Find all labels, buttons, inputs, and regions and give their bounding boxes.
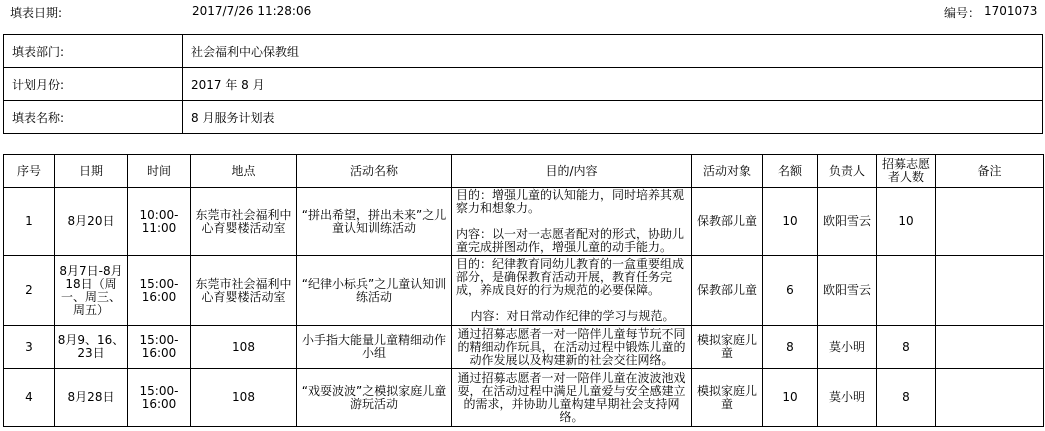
col-header-target: 活动对象 <box>692 155 763 188</box>
table-row <box>4 188 1044 256</box>
fill-date-label: 填表日期: <box>10 6 63 20</box>
cell-activity: “拼出希望，拼出未来”之儿童认知训练活动 <box>297 188 452 256</box>
cell-activity: “纪律小标兵”之儿童认知训练活动 <box>297 256 452 326</box>
cell-activity: “戏耍波波”之模拟家庭儿童游玩活动 <box>297 369 452 427</box>
cell-leader: 欧阳雪云 <box>818 256 877 326</box>
cell-no: 2 <box>4 256 55 326</box>
cell-date: 8月20日 <box>55 188 128 256</box>
col-header-remark: 备注 <box>936 155 1044 188</box>
content-text: 内容：以一对一志愿者配对的形式，协助儿童完成拼图动作，增强儿童的动手能力。 <box>456 227 685 254</box>
col-header-time: 时间 <box>128 155 191 188</box>
info-row-title <box>4 101 1043 134</box>
info-value: 社会福利中心保教组 <box>183 35 1043 68</box>
cell-target: 模拟家庭儿童 <box>692 326 763 369</box>
form-number-label: 编号： <box>944 6 981 20</box>
cell-no: 4 <box>4 369 55 427</box>
cell-time: 10:00-11:00 <box>128 188 191 256</box>
purpose-text: 目的：增强儿童的认知能力，同时培养其观察力和想象力。 <box>456 188 685 215</box>
cell-leader: 莫小明 <box>818 369 877 427</box>
info-label: 填表名称: <box>4 101 183 134</box>
info-row-department <box>4 35 1043 68</box>
cell-target: 保教部儿童 <box>692 256 763 326</box>
form-info-table <box>3 34 1043 134</box>
col-header-purpose: 目的/内容 <box>452 155 692 188</box>
cell-quota: 10 <box>763 188 818 256</box>
cell-place: 108 <box>191 369 297 427</box>
cell-time: 15:00-16:00 <box>128 369 191 427</box>
cell-purpose: 通过招募志愿者一对一陪伴儿童在波波池戏耍，在活动过程中满足儿童爱与安全感建立的需求，并协助儿童构建早期社会支持网络。 <box>452 369 692 427</box>
cell-place: 东莞市社会福利中心育婴楼活动室 <box>191 256 297 326</box>
info-label: 填表部门: <box>4 35 183 68</box>
info-value: 2017 年 8 月 <box>183 68 1043 101</box>
content-text: 内容：对日常动作纪律的学习与规范。 <box>470 309 675 323</box>
cell-remark <box>936 326 1044 369</box>
cell-remark <box>936 256 1044 326</box>
cell-quota: 6 <box>763 256 818 326</box>
table-row <box>4 326 1044 369</box>
purpose-text: 目的：纪律教育同幼儿教育的一盒重要组成部分，是确保教育活动开展，教育任务完成，养成良好的行为规范的必要保障。 <box>456 257 685 297</box>
cell-place: 108 <box>191 326 297 369</box>
cell-purpose <box>452 188 692 256</box>
table-row <box>4 369 1044 427</box>
info-row-month <box>4 68 1043 101</box>
cell-no: 3 <box>4 326 55 369</box>
info-label: 计划月份: <box>4 68 183 101</box>
table-header-row <box>4 155 1044 188</box>
col-header-leader: 负责人 <box>818 155 877 188</box>
cell-no: 1 <box>4 188 55 256</box>
table-row <box>4 256 1044 326</box>
cell-purpose: 通过招募志愿者一对一陪伴儿童每节玩不同的精细动作玩具，在活动过程中锻炼儿童的动作发展以及构建新的社会交往网络。 <box>452 326 692 369</box>
form-header <box>0 4 1045 22</box>
cell-volunteers: 10 <box>877 188 936 256</box>
info-value: 8 月服务计划表 <box>183 101 1043 134</box>
col-header-activity: 活动名称 <box>297 155 452 188</box>
service-plan-table <box>3 154 1044 427</box>
cell-remark <box>936 188 1044 256</box>
cell-target: 模拟家庭儿童 <box>692 369 763 427</box>
cell-quota: 8 <box>763 326 818 369</box>
cell-volunteers: 8 <box>877 369 936 427</box>
cell-date: 8月9、16、23日 <box>55 326 128 369</box>
col-header-volunteers: 招募志愿者人数 <box>877 155 936 188</box>
cell-date: 8月28日 <box>55 369 128 427</box>
col-header-quota: 名额 <box>763 155 818 188</box>
cell-target: 保教部儿童 <box>692 188 763 256</box>
cell-activity: 小手指大能量儿童精细动作小组 <box>297 326 452 369</box>
fill-date-value: 2017/7/26 11:28:06 <box>192 4 312 18</box>
cell-time: 15:00-16:00 <box>128 326 191 369</box>
cell-leader: 欧阳雪云 <box>818 188 877 256</box>
cell-purpose <box>452 256 692 326</box>
cell-remark <box>936 369 1044 427</box>
cell-place: 东莞市社会福利中心育婴楼活动室 <box>191 188 297 256</box>
col-header-date: 日期 <box>55 155 128 188</box>
col-header-place: 地点 <box>191 155 297 188</box>
form-number-value: 1701073 <box>984 4 1038 18</box>
cell-volunteers <box>877 256 936 326</box>
cell-quota: 10 <box>763 369 818 427</box>
cell-time: 15:00-16:00 <box>128 256 191 326</box>
cell-leader: 莫小明 <box>818 326 877 369</box>
cell-date: 8月7日-8月18日（周一、周三、周五） <box>55 256 128 326</box>
cell-volunteers: 8 <box>877 326 936 369</box>
col-header-no: 序号 <box>4 155 55 188</box>
